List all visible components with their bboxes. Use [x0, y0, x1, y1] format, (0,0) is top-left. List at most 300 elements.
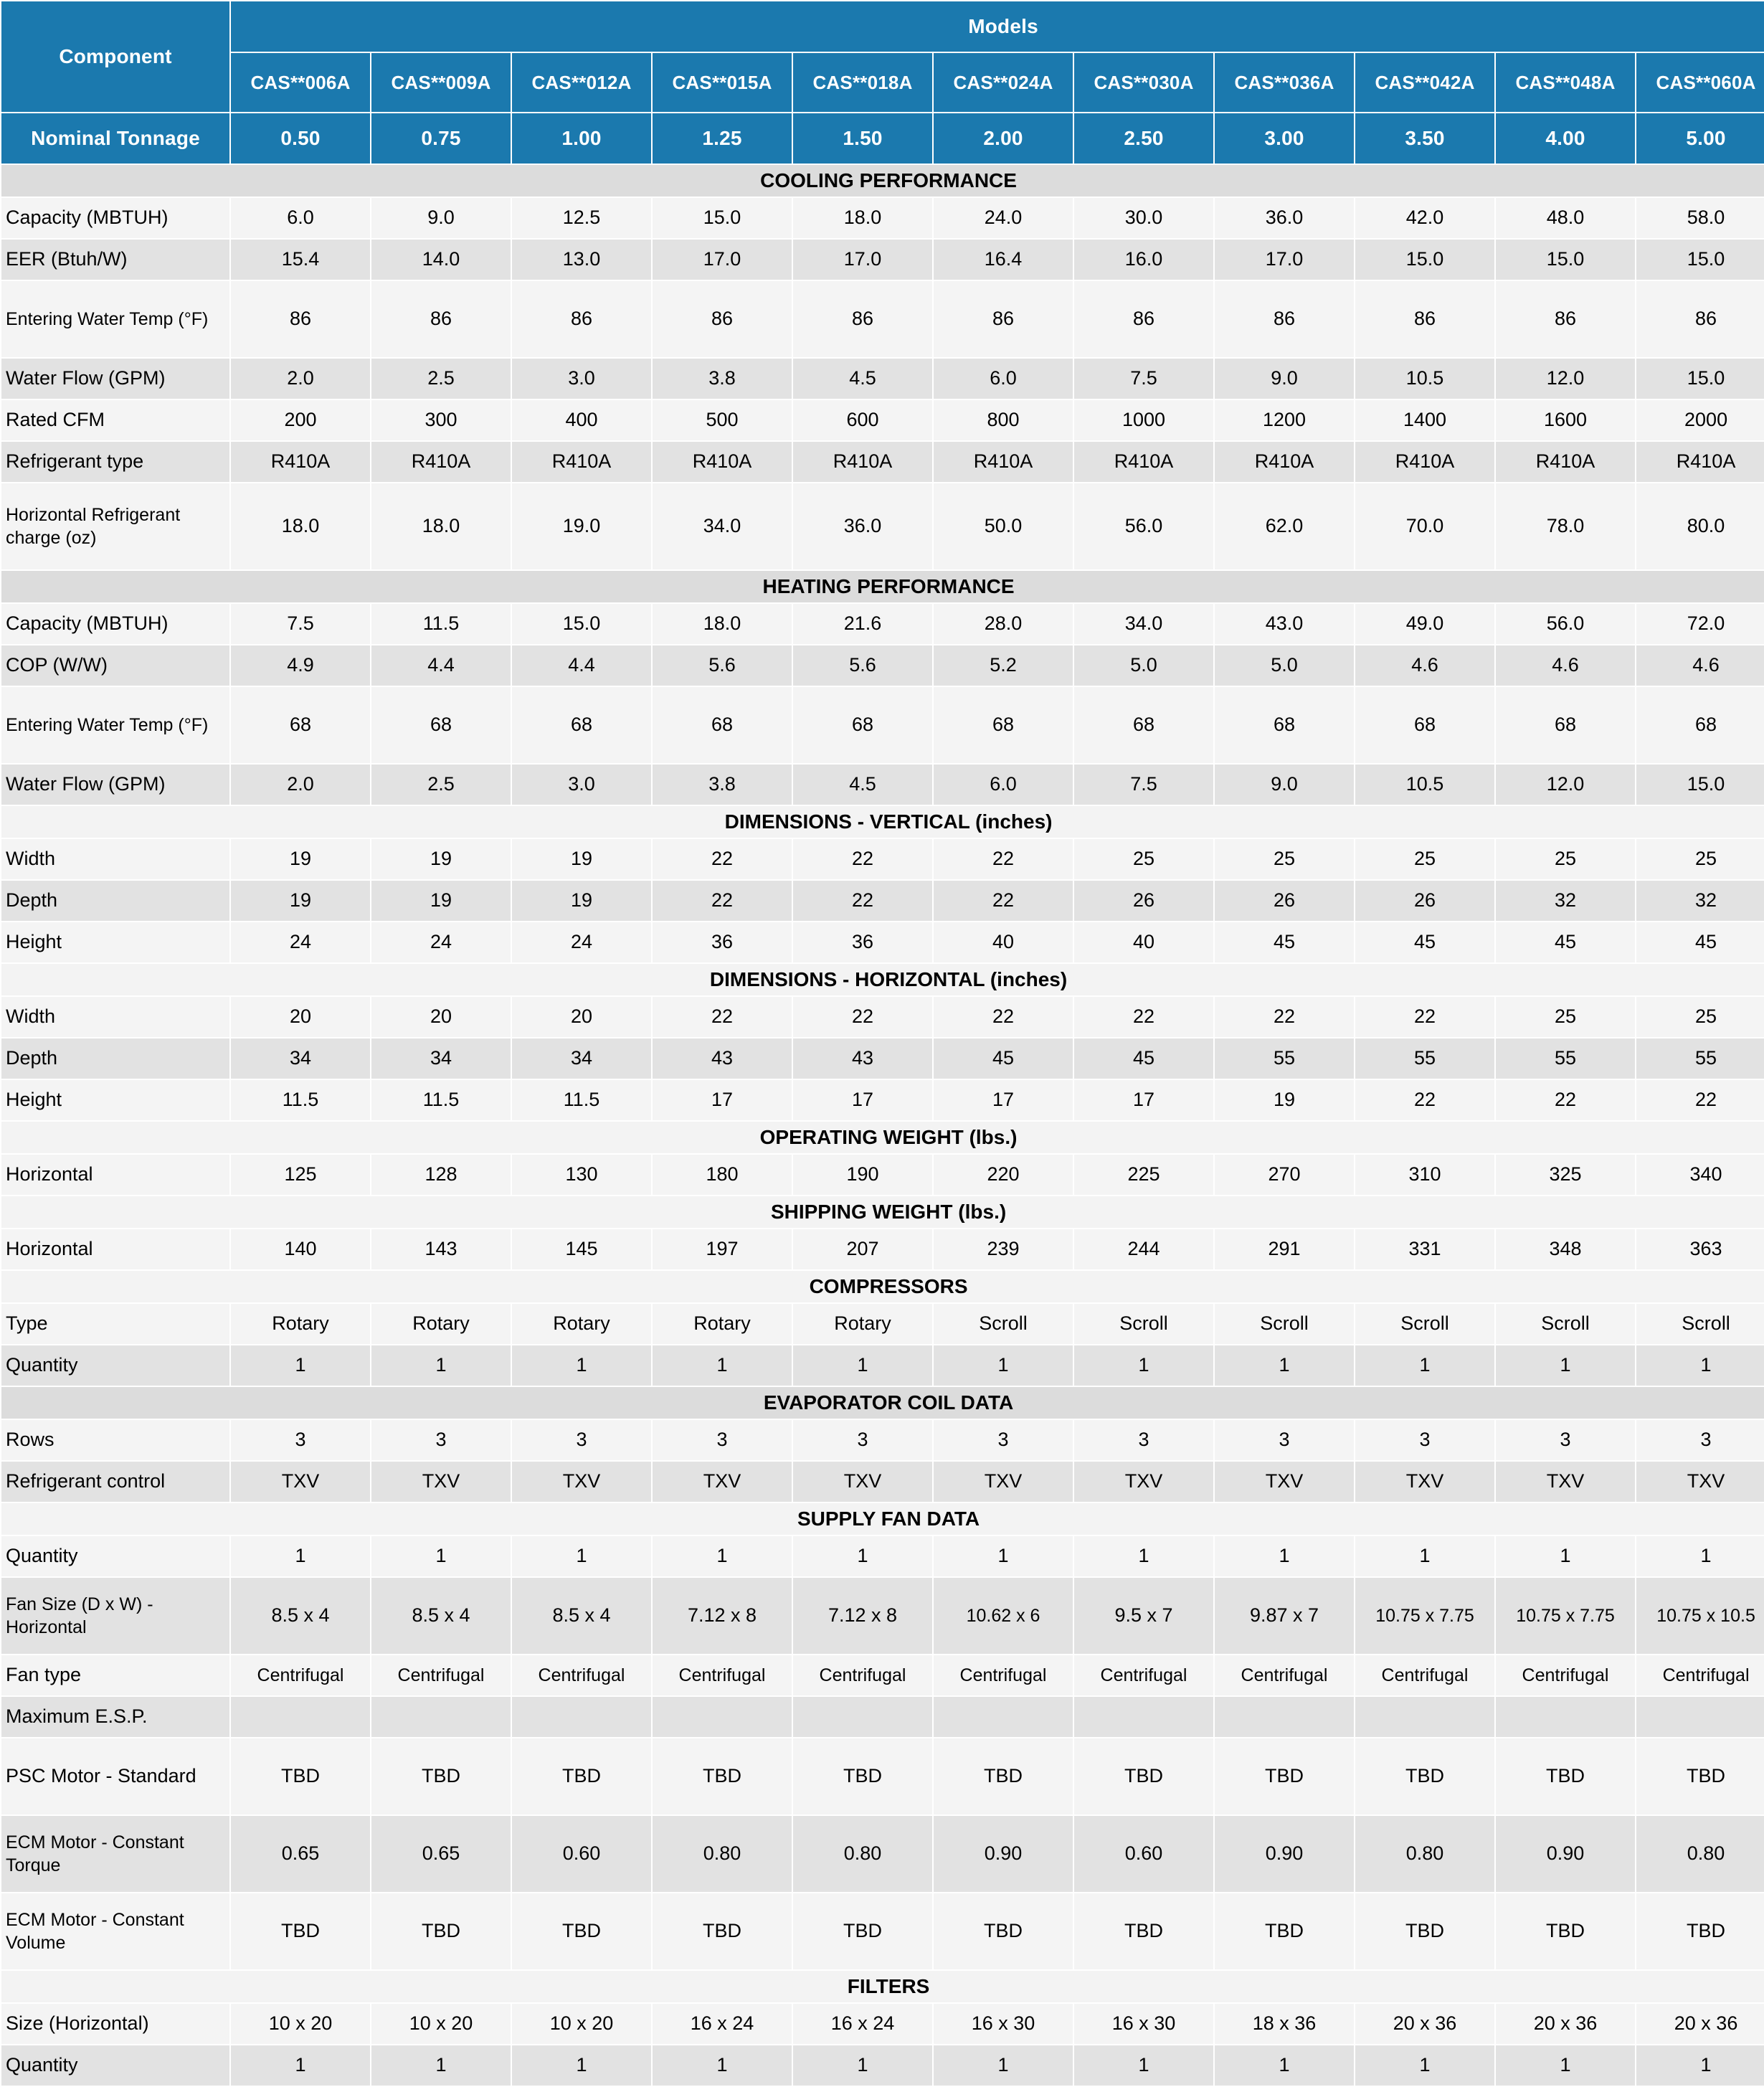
data-cell: 500	[653, 400, 792, 440]
table-row	[1, 645, 1764, 686]
data-cell: 1000	[1074, 400, 1213, 440]
table-row	[1, 1420, 1764, 1460]
model-header-5: CAS**024A	[934, 53, 1073, 112]
data-cell	[231, 1697, 370, 1737]
data-cell: 68	[1496, 687, 1635, 763]
data-cell: 8.5 x 4	[512, 1578, 651, 1654]
row-label: Height	[1, 1080, 229, 1120]
data-cell: 10.75 x 7.75	[1496, 1578, 1635, 1654]
table-body	[1, 165, 1764, 2086]
data-cell: 5.0	[1215, 645, 1354, 686]
data-cell: TBD	[934, 1738, 1073, 1814]
data-cell: 1	[1636, 2045, 1764, 2086]
data-cell: 15.0	[653, 198, 792, 238]
section-title: COOLING PERFORMANCE	[1, 165, 1764, 197]
data-cell: 5.0	[1074, 645, 1213, 686]
data-cell: 22	[934, 881, 1073, 921]
table-row	[1, 1229, 1764, 1269]
data-cell: 9.0	[1215, 359, 1354, 399]
data-cell: 1	[934, 1536, 1073, 1576]
data-cell: 11.5	[371, 604, 511, 644]
data-cell: 9.0	[1215, 765, 1354, 805]
data-cell: 68	[1355, 687, 1494, 763]
data-cell: 1	[512, 2045, 651, 2086]
data-cell: 207	[793, 1229, 932, 1269]
section-title: FILTERS	[1, 1971, 1764, 2002]
data-cell: 19	[512, 839, 651, 879]
data-cell: 86	[1496, 281, 1635, 357]
data-cell	[934, 1697, 1073, 1737]
data-cell: 5.6	[653, 645, 792, 686]
data-cell: 0.90	[1496, 1816, 1635, 1892]
data-cell: 22	[934, 839, 1073, 879]
data-cell: 0.65	[371, 1816, 511, 1892]
data-cell: 15.0	[1496, 240, 1635, 280]
data-cell: 50.0	[934, 483, 1073, 569]
section-title: SHIPPING WEIGHT (lbs.)	[1, 1196, 1764, 1228]
data-cell: 86	[934, 281, 1073, 357]
data-cell: 22	[1355, 997, 1494, 1037]
table-row	[1, 240, 1764, 280]
data-cell: 9.87 x 7	[1215, 1578, 1354, 1654]
data-cell: 22	[653, 839, 792, 879]
data-cell: 11.5	[231, 1080, 370, 1120]
section-banner-row	[1, 1971, 1764, 2002]
data-cell: TBD	[371, 1893, 511, 1969]
row-label: Water Flow (GPM)	[1, 765, 229, 805]
row-label: Width	[1, 839, 229, 879]
row-label: Refrigerant type	[1, 442, 229, 482]
data-cell: 55	[1215, 1038, 1354, 1079]
data-cell: TBD	[1215, 1738, 1354, 1814]
table-row	[1, 881, 1764, 921]
data-cell: TBD	[934, 1893, 1073, 1969]
data-cell: 1600	[1496, 400, 1635, 440]
data-cell: 45	[1496, 922, 1635, 962]
data-cell: 1	[1215, 1536, 1354, 1576]
section-banner-row	[1, 806, 1764, 838]
table-row	[1, 1536, 1764, 1576]
data-cell: 68	[793, 687, 932, 763]
data-cell: 22	[653, 881, 792, 921]
data-cell: Centrifugal	[793, 1655, 932, 1695]
data-cell: 16.4	[934, 240, 1073, 280]
data-cell: 11.5	[371, 1080, 511, 1120]
data-cell: TBD	[793, 1738, 932, 1814]
row-label: Maximum E.S.P.	[1, 1697, 229, 1737]
table-row	[1, 2004, 1764, 2044]
data-cell: R410A	[1496, 442, 1635, 482]
data-cell: 72.0	[1636, 604, 1764, 644]
data-cell: Centrifugal	[1074, 1655, 1213, 1695]
data-cell: 26	[1074, 881, 1213, 921]
data-cell: Scroll	[1074, 1304, 1213, 1344]
header-tonnage-row	[1, 113, 1764, 164]
table-row	[1, 687, 1764, 763]
data-cell: Centrifugal	[371, 1655, 511, 1695]
data-cell: 22	[793, 997, 932, 1037]
row-label: Capacity (MBTUH)	[1, 198, 229, 238]
data-cell: 6.0	[231, 198, 370, 238]
data-cell: 2.5	[371, 359, 511, 399]
tonnage-value-6: 2.50	[1074, 113, 1213, 164]
data-cell: R410A	[371, 442, 511, 482]
data-cell: TBD	[1636, 1738, 1764, 1814]
data-cell: 55	[1636, 1038, 1764, 1079]
data-cell: 340	[1636, 1155, 1764, 1195]
data-cell: 18.0	[371, 483, 511, 569]
data-cell: 86	[1074, 281, 1213, 357]
data-cell: 140	[231, 1229, 370, 1269]
data-cell: 19	[512, 881, 651, 921]
section-title: COMPRESSORS	[1, 1271, 1764, 1302]
data-cell: Centrifugal	[653, 1655, 792, 1695]
data-cell: TXV	[653, 1462, 792, 1502]
header-models-row	[1, 1, 1764, 52]
data-cell: 3.0	[512, 359, 651, 399]
row-label: ECM Motor - Constant Torque	[1, 1816, 229, 1892]
data-cell: Centrifugal	[1215, 1655, 1354, 1695]
row-label: Horizontal	[1, 1155, 229, 1195]
data-cell: R410A	[934, 442, 1073, 482]
data-cell: 68	[1636, 687, 1764, 763]
section-banner-row	[1, 964, 1764, 995]
data-cell: 1	[793, 1345, 932, 1386]
data-cell: 36	[793, 922, 932, 962]
data-cell: 68	[1074, 687, 1213, 763]
nominal-tonnage-label: Nominal Tonnage	[1, 113, 229, 164]
data-cell: 58.0	[1636, 198, 1764, 238]
data-cell: 16 x 30	[934, 2004, 1073, 2044]
data-cell: 14.0	[371, 240, 511, 280]
data-cell: 1	[231, 1536, 370, 1576]
data-cell: 7.12 x 8	[653, 1578, 792, 1654]
data-cell: 36.0	[793, 483, 932, 569]
data-cell	[793, 1697, 932, 1737]
table-row	[1, 1462, 1764, 1502]
section-banner-row	[1, 571, 1764, 602]
data-cell: Scroll	[1355, 1304, 1494, 1344]
data-cell	[1215, 1697, 1354, 1737]
data-cell: TBD	[653, 1893, 792, 1969]
data-cell: 10 x 20	[371, 2004, 511, 2044]
data-cell: 12.0	[1496, 765, 1635, 805]
data-cell: 1	[371, 1536, 511, 1576]
data-cell: 17.0	[1215, 240, 1354, 280]
row-label: Depth	[1, 1038, 229, 1079]
data-cell: 32	[1496, 881, 1635, 921]
data-cell: 10 x 20	[512, 2004, 651, 2044]
row-label: Quantity	[1, 1345, 229, 1386]
data-cell: TBD	[512, 1893, 651, 1969]
data-cell: 68	[231, 687, 370, 763]
data-cell: TXV	[512, 1462, 651, 1502]
data-cell: 1	[653, 2045, 792, 2086]
data-cell: 15.0	[1636, 359, 1764, 399]
data-cell: 24.0	[934, 198, 1073, 238]
data-cell: TBD	[653, 1738, 792, 1814]
data-cell: 0.90	[934, 1816, 1073, 1892]
data-cell: 12.5	[512, 198, 651, 238]
data-cell: 6.0	[934, 359, 1073, 399]
data-cell: R410A	[512, 442, 651, 482]
data-cell: 0.60	[1074, 1816, 1213, 1892]
data-cell: 145	[512, 1229, 651, 1269]
data-cell: 3	[1496, 1420, 1635, 1460]
data-cell: 1	[793, 1536, 932, 1576]
data-cell: 0.90	[1215, 1816, 1354, 1892]
data-cell: R410A	[1074, 442, 1213, 482]
data-cell: TBD	[1215, 1893, 1354, 1969]
data-cell	[1496, 1697, 1635, 1737]
data-cell: 3.0	[512, 765, 651, 805]
data-cell: 3	[1074, 1420, 1213, 1460]
data-cell: 0.80	[1636, 1816, 1764, 1892]
tonnage-value-10: 5.00	[1636, 113, 1764, 164]
data-cell: 45	[1636, 922, 1764, 962]
data-cell: 86	[653, 281, 792, 357]
table-row	[1, 1697, 1764, 1737]
data-cell: Centrifugal	[1636, 1655, 1764, 1695]
tonnage-value-4: 1.50	[793, 113, 932, 164]
data-cell: 1	[1496, 1536, 1635, 1576]
row-label: Capacity (MBTUH)	[1, 604, 229, 644]
data-cell: Centrifugal	[1355, 1655, 1494, 1695]
data-cell: 3	[793, 1420, 932, 1460]
data-cell: 25	[1496, 839, 1635, 879]
data-cell: 13.0	[512, 240, 651, 280]
data-cell: Scroll	[1636, 1304, 1764, 1344]
data-cell	[1636, 1697, 1764, 1737]
table-row	[1, 1304, 1764, 1344]
data-cell: 15.4	[231, 240, 370, 280]
data-cell: 1	[653, 1345, 792, 1386]
component-header: Component	[1, 1, 229, 112]
data-cell: 30.0	[1074, 198, 1213, 238]
data-cell: 1	[1355, 2045, 1494, 2086]
data-cell: 22	[1355, 1080, 1494, 1120]
data-cell: 36.0	[1215, 198, 1354, 238]
model-header-9: CAS**048A	[1496, 53, 1635, 112]
data-cell	[1074, 1697, 1213, 1737]
data-cell: 4.5	[793, 765, 932, 805]
table-row	[1, 483, 1764, 569]
data-cell: 26	[1355, 881, 1494, 921]
model-header-2: CAS**012A	[512, 53, 651, 112]
row-label: Horizontal Refrigerant charge (oz)	[1, 483, 229, 569]
data-cell: 68	[371, 687, 511, 763]
data-cell: 28.0	[934, 604, 1073, 644]
table-row	[1, 198, 1764, 238]
data-cell: TXV	[793, 1462, 932, 1502]
data-cell: TBD	[1496, 1893, 1635, 1969]
data-cell: Scroll	[1496, 1304, 1635, 1344]
data-cell: 22	[793, 881, 932, 921]
model-header-7: CAS**036A	[1215, 53, 1354, 112]
data-cell: 1	[934, 2045, 1073, 2086]
data-cell: 34.0	[1074, 604, 1213, 644]
data-cell: 68	[934, 687, 1073, 763]
data-cell: 22	[1074, 997, 1213, 1037]
data-cell	[653, 1697, 792, 1737]
data-cell: 1	[1074, 2045, 1213, 2086]
section-banner-row	[1, 165, 1764, 197]
data-cell: 10.75 x 7.75	[1355, 1578, 1494, 1654]
table-row	[1, 1655, 1764, 1695]
data-cell: 21.6	[793, 604, 932, 644]
data-cell: 9.0	[371, 198, 511, 238]
data-cell: 22	[793, 839, 932, 879]
data-cell: 1	[512, 1536, 651, 1576]
data-cell: 4.4	[512, 645, 651, 686]
data-cell: TXV	[1074, 1462, 1213, 1502]
data-cell: 19	[371, 839, 511, 879]
data-cell: TBD	[231, 1893, 370, 1969]
data-cell: 68	[1215, 687, 1354, 763]
data-cell: 45	[1215, 922, 1354, 962]
model-header-0: CAS**006A	[231, 53, 370, 112]
data-cell: 17	[793, 1080, 932, 1120]
data-cell: 10.75 x 10.5	[1636, 1578, 1764, 1654]
data-cell: 24	[371, 922, 511, 962]
data-cell: 4.5	[793, 359, 932, 399]
data-cell: 40	[1074, 922, 1213, 962]
data-cell: TBD	[1496, 1738, 1635, 1814]
data-cell: 130	[512, 1155, 651, 1195]
data-cell: TBD	[512, 1738, 651, 1814]
data-cell: TBD	[371, 1738, 511, 1814]
model-header-8: CAS**042A	[1355, 53, 1494, 112]
data-cell: 800	[934, 400, 1073, 440]
data-cell: 11.5	[512, 1080, 651, 1120]
data-cell: 128	[371, 1155, 511, 1195]
data-cell: 10.5	[1355, 359, 1494, 399]
data-cell: 7.5	[1074, 359, 1213, 399]
data-cell: Rotary	[371, 1304, 511, 1344]
data-cell: Scroll	[934, 1304, 1073, 1344]
data-cell: 43.0	[1215, 604, 1354, 644]
data-cell: 225	[1074, 1155, 1213, 1195]
data-cell	[512, 1697, 651, 1737]
data-cell: 3	[653, 1420, 792, 1460]
data-cell: Centrifugal	[1496, 1655, 1635, 1695]
data-cell: 6.0	[934, 765, 1073, 805]
data-cell: Rotary	[231, 1304, 370, 1344]
data-cell: 4.6	[1355, 645, 1494, 686]
section-title: SUPPLY FAN DATA	[1, 1503, 1764, 1535]
data-cell: 22	[1215, 997, 1354, 1037]
data-cell: TBD	[1636, 1893, 1764, 1969]
data-cell: 0.80	[1355, 1816, 1494, 1892]
section-title: DIMENSIONS - VERTICAL (inches)	[1, 806, 1764, 838]
data-cell: 48.0	[1496, 198, 1635, 238]
row-label: Fan Size (D x W) - Horizontal	[1, 1578, 229, 1654]
data-cell: 1	[934, 1345, 1073, 1386]
row-label: Rated CFM	[1, 400, 229, 440]
data-cell: 125	[231, 1155, 370, 1195]
data-cell: 180	[653, 1155, 792, 1195]
data-cell: 19	[231, 881, 370, 921]
data-cell: 22	[1496, 1080, 1635, 1120]
data-cell: 10 x 20	[231, 2004, 370, 2044]
data-cell: 40	[934, 922, 1073, 962]
model-header-3: CAS**015A	[653, 53, 792, 112]
data-cell: R410A	[653, 442, 792, 482]
data-cell: 2.0	[231, 359, 370, 399]
data-cell: 15.0	[1355, 240, 1494, 280]
data-cell: 7.5	[1074, 765, 1213, 805]
data-cell: 3.8	[653, 359, 792, 399]
data-cell: TBD	[1355, 1893, 1494, 1969]
row-label: ECM Motor - Constant Volume	[1, 1893, 229, 1969]
data-cell: 4.6	[1496, 645, 1635, 686]
data-cell: Scroll	[1215, 1304, 1354, 1344]
data-cell: 1	[231, 2045, 370, 2086]
table-row	[1, 1893, 1764, 1969]
data-cell: TXV	[1355, 1462, 1494, 1502]
data-cell: 17	[1074, 1080, 1213, 1120]
data-cell: 43	[793, 1038, 932, 1079]
data-cell: 8.5 x 4	[231, 1578, 370, 1654]
data-cell: 20	[231, 997, 370, 1037]
data-cell: 86	[371, 281, 511, 357]
row-label: Horizontal	[1, 1229, 229, 1269]
data-cell: 18.0	[793, 198, 932, 238]
data-cell: Centrifugal	[231, 1655, 370, 1695]
data-cell: 300	[371, 400, 511, 440]
data-cell: TBD	[793, 1893, 932, 1969]
data-cell: 19	[371, 881, 511, 921]
data-cell: 18.0	[653, 604, 792, 644]
data-cell: 55	[1496, 1038, 1635, 1079]
data-cell: 24	[231, 922, 370, 962]
data-cell: 2.0	[231, 765, 370, 805]
data-cell: 15.0	[1636, 765, 1764, 805]
data-cell: 34	[371, 1038, 511, 1079]
data-cell: 363	[1636, 1229, 1764, 1269]
tonnage-value-3: 1.25	[653, 113, 792, 164]
data-cell: 86	[1215, 281, 1354, 357]
data-cell: 0.80	[653, 1816, 792, 1892]
table-row	[1, 1155, 1764, 1195]
table-row	[1, 2045, 1764, 2086]
data-cell: 5.2	[934, 645, 1073, 686]
data-cell: R410A	[793, 442, 932, 482]
data-cell: R410A	[1636, 442, 1764, 482]
table-header	[1, 1, 1764, 164]
tonnage-value-9: 4.00	[1496, 113, 1635, 164]
data-cell: 18 x 36	[1215, 2004, 1354, 2044]
data-cell: 1	[371, 1345, 511, 1386]
data-cell: 1	[1496, 2045, 1635, 2086]
data-cell: 1	[1074, 1345, 1213, 1386]
data-cell: 45	[1074, 1038, 1213, 1079]
data-cell: Centrifugal	[934, 1655, 1073, 1695]
table-row	[1, 1345, 1764, 1386]
table-row	[1, 839, 1764, 879]
data-cell	[1355, 1697, 1494, 1737]
data-cell: 244	[1074, 1229, 1213, 1269]
data-cell: R410A	[231, 442, 370, 482]
table-row	[1, 765, 1764, 805]
data-cell: 22	[1636, 1080, 1764, 1120]
table-row	[1, 359, 1764, 399]
data-cell: 143	[371, 1229, 511, 1269]
tonnage-value-7: 3.00	[1215, 113, 1354, 164]
header-model-names-row	[1, 53, 1764, 112]
row-label: Type	[1, 1304, 229, 1344]
row-label: Height	[1, 922, 229, 962]
